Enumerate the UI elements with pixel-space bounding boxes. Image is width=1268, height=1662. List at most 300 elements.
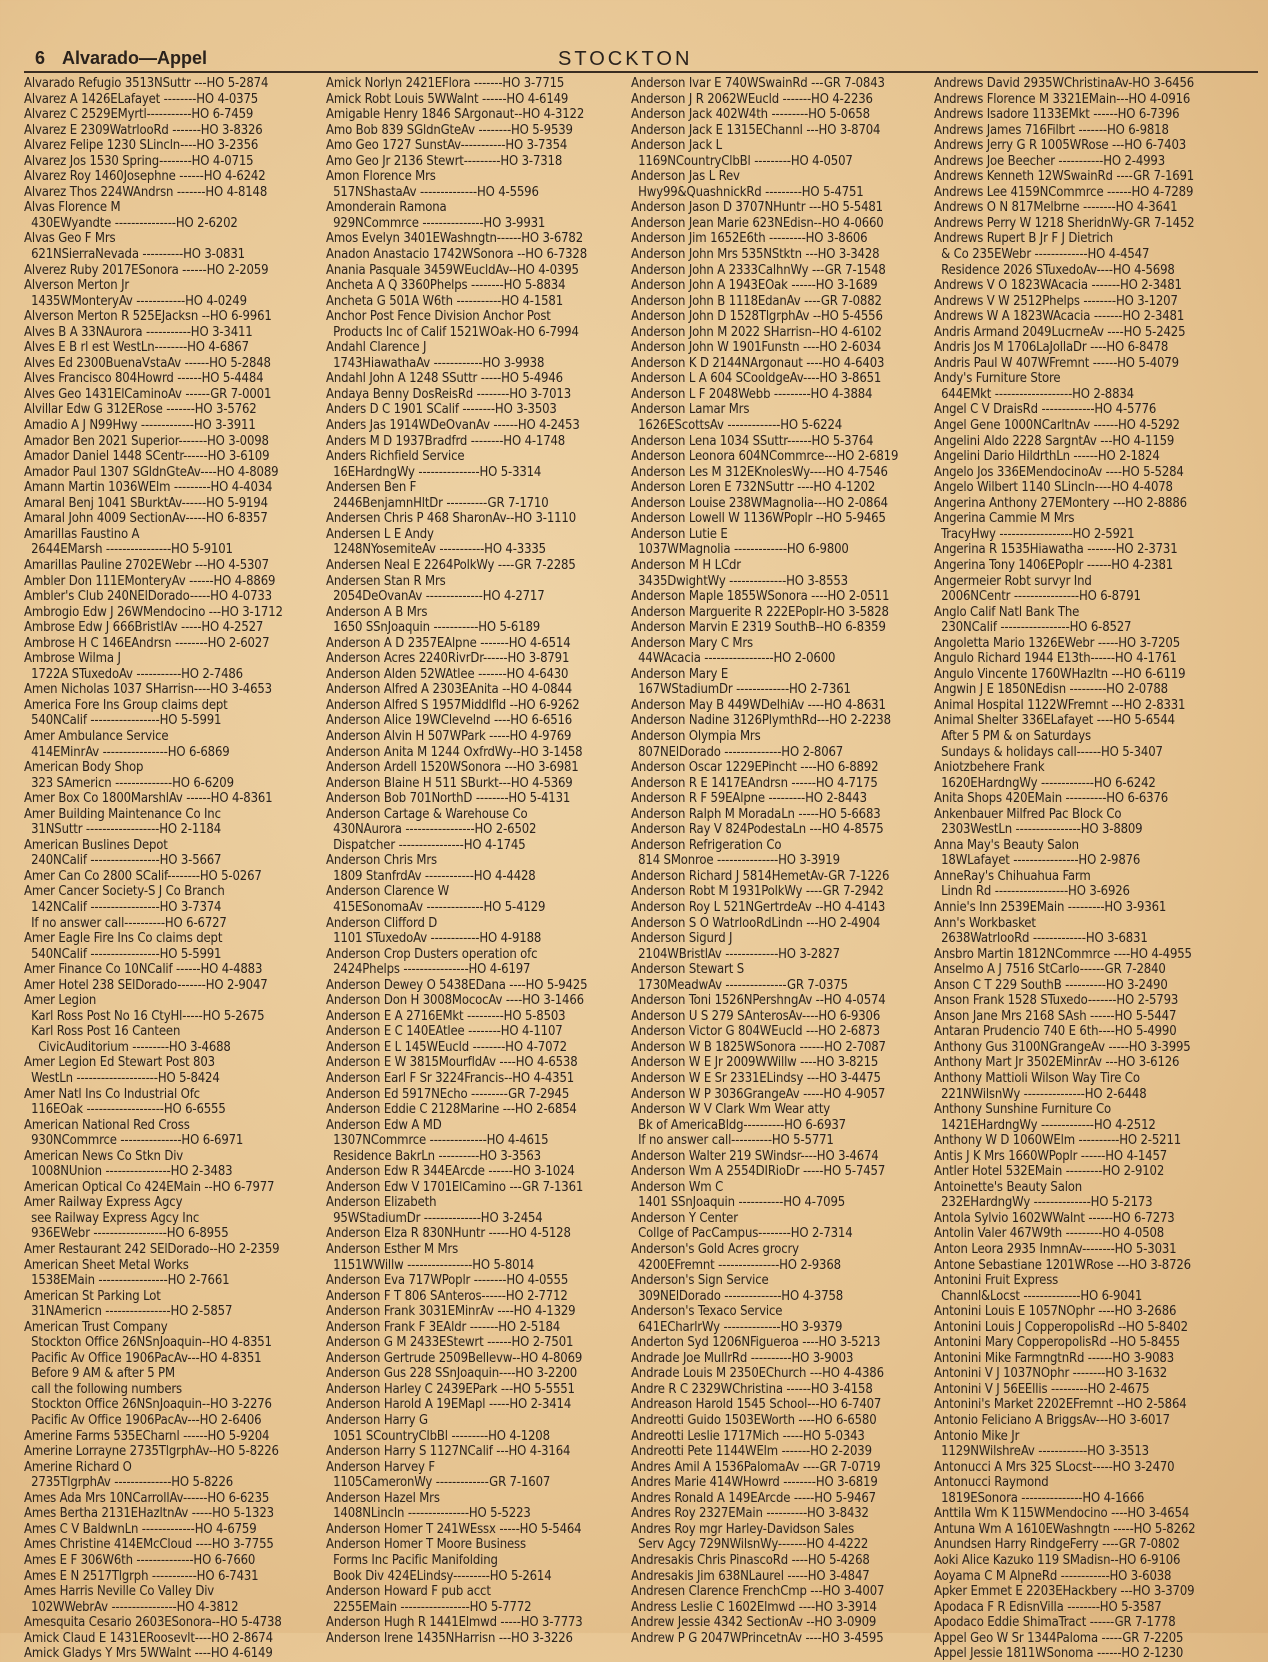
listing-line: 621NSierraNevada ----------HO 3-0831	[24, 247, 245, 263]
listing-line: Anderson Ralph M MoradaLn -----HO 5-6683	[631, 806, 881, 822]
directory-listings	[24, 76, 1264, 1662]
listing-line: Andrews David 2935WChristinaAv-HO 3-6456	[934, 76, 1195, 91]
listing-line: Andrews Lee 4159NCommrce ------HO 4-7289	[934, 184, 1194, 200]
listing-line: 44WAcacia -----------------HO 2-0600	[631, 651, 836, 667]
listing-line: Amer Can Co 2800 SCalif--------HO 5-0267	[24, 868, 262, 884]
listing-line: Anderson E C 140EAtlee --------HO 4-1107	[326, 1024, 563, 1040]
listing-line: Alverson Merton R 525EJacksn --HO 6-9961	[24, 309, 272, 325]
listing-line: American National Red Cross	[24, 1117, 190, 1133]
listing-line: 414EMinrAv ----------------HO 6-6869	[24, 744, 230, 760]
listing-line: After 5 PM & on Saturdays	[934, 728, 1091, 744]
listing-line: American Body Shop	[24, 760, 144, 776]
listing-line: Apker Emmet E 2203EHackbery ---HO 3-3709	[934, 1584, 1195, 1600]
listing-line: Andrade Joe MullrRd ----------HO 3-9003	[631, 1350, 854, 1366]
listing-line: Ambler's Club 240NElDorado-----HO 4-0733	[24, 589, 272, 605]
listing-line: Anderson Esther M Mrs	[326, 1242, 459, 1258]
listing-line: Anderson Elza R 830NHuntr -----HO 4-5128	[326, 1226, 571, 1242]
listing-line: Anderson Lena 1034 SSuttr------HO 5-3764	[631, 433, 874, 449]
listing-line: Anderton Syd 1206NFigueroa ----HO 3-5213	[631, 1335, 881, 1351]
listing-line: Andy's Furniture Store	[934, 371, 1061, 387]
listing-line: Angelo Wilbert 1140 SLincln----HO 4-4078	[934, 480, 1173, 496]
listing-line: Antoinette's Beauty Salon	[934, 1179, 1083, 1195]
listing-line: Amer Restaurant 242 SElDorado--HO 2-2359	[24, 1242, 280, 1258]
listing-line: Anderson Ivar E 740WSwainRd ---GR 7-0843	[631, 76, 885, 91]
listing-line: Anderson Mary C Mrs	[631, 635, 753, 651]
listing-line: Anderson John A 2333CalhnWy ---GR 7-1548	[631, 262, 886, 278]
listing-line: Amaral Benj 1041 SBurktAv------HO 5-9194	[24, 495, 268, 511]
listing-line: 430NAurora -----------------HO 2-6502	[326, 822, 537, 838]
listing-line: Anderson Irene 1435NHarrisn ---HO 3-3226	[326, 1630, 573, 1646]
listing-line: Ames E N 2517Tlgrph -----------HO 6-7431	[24, 1568, 259, 1584]
listing-line: Anthony W D 1060WElm ----------HO 2-5211	[934, 1133, 1182, 1149]
listing-line: Amaral John 4009 SectionAv-----HO 6-8357	[24, 511, 268, 527]
listing-line: Anderson Harry S 1127NCalif ---HO 4-3164	[326, 1444, 571, 1460]
listing-line: Amo Geo 1727 SunstAv-----------HO 3-7354	[326, 138, 568, 154]
listing-line: Anders Richfield Service	[326, 449, 465, 465]
listing-line: Antonucci Raymond	[934, 1475, 1049, 1491]
listing-line: Anderson Homer T 241WEssx -----HO 5-5464	[326, 1521, 582, 1537]
listing-line: Anderson Alice 19WClevelnd ----HO 6-6516	[326, 713, 573, 729]
listing-line: 18WLafayet ----------------HO 2-9876	[934, 853, 1141, 869]
listing-line: Appel Jessie 1811WSonoma ------HO 2-1230	[934, 1646, 1184, 1662]
listing-line: Anderson Alden 52WAtlee -------HO 4-6430	[326, 666, 569, 682]
listing-line: Anthony Gus 3100NGrangeAv -----HO 3-3995	[934, 1039, 1191, 1055]
listing-line: Anderson Alvin H 507WPark -----HO 4-9769	[326, 728, 572, 744]
listing-line: Anderson Harley C 2439EPark ---HO 5-5551	[326, 1381, 575, 1397]
listing-line: Angelini Dario HildrthLn ------HO 2-1824	[934, 449, 1160, 465]
listing-line: Alvarez A 1426ELafayet --------HO 4-0375	[24, 91, 259, 107]
listing-line: Alvarez E 2309WatrlooRd -------HO 3-8326	[24, 122, 263, 138]
listing-line: Andreotti Pete 1144WElm -------HO 2-2039	[631, 1444, 872, 1460]
listing-line: Alvas Geo F Mrs	[24, 231, 116, 247]
listing-line: Amos Evelyn 3401EWashngtn------HO 3-6782	[326, 231, 584, 247]
listing-line: Alvarez Jos 1530 Spring--------HO 4-0715	[24, 153, 254, 169]
listing-line: Stockton Office 26NSnJoaquin--HO 3-2276	[24, 1397, 272, 1413]
listing-line: 930NCommrce ---------------HO 6-6971	[24, 1133, 244, 1149]
listing-line: Andrews W A 1823WAcacia -------HO 2-3481	[934, 309, 1185, 325]
listing-line: Anderson Gertrude 2509Bellevw--HO 4-8069	[326, 1350, 583, 1366]
listing-line: Ames Ada Mrs 10NCarrollAv------HO 6-6235	[24, 1490, 270, 1506]
listing-line: Animal Hospital 1122WFremnt ---HO 2-8331	[934, 697, 1186, 713]
listing-line: Aniotzbehere Frank	[934, 760, 1045, 776]
listing-line: Amo Bob 839 SGldnGteAv --------HO 5-9539	[326, 122, 573, 138]
listing-line: Andrews V W 2512Phelps --------HO 3-1207	[934, 293, 1178, 309]
listing-line: Anderson Harvey F	[326, 1459, 435, 1475]
listing-line: Ames Harris Neville Co Valley Div	[24, 1584, 215, 1600]
listing-line: Forms Inc Pacific Manifolding	[326, 1552, 498, 1568]
listing-line: 3435DwightWy --------------HO 3-8553	[631, 573, 848, 589]
listing-line: Anderson Edw V 1701ElCamino ---GR 7-1361	[326, 1179, 584, 1195]
listing-line: Anderson E A 2716EMkt ---------HO 5-8503	[326, 1008, 566, 1024]
listing-line: Anderson Lamar Mrs	[631, 402, 750, 418]
listing-line: Anderson Crop Dusters operation ofc	[326, 946, 538, 962]
listing-line: Andahl John A 1248 SSuttr -----HO 5-4946	[326, 371, 563, 387]
listing-line: 1435WMonteryAv ------------HO 4-0249	[24, 293, 247, 309]
listing-line: 1129NWilshreAv ------------HO 3-3513	[934, 1444, 1149, 1460]
listing-line: Aoki Alice Kazuko 119 SMadisn--HO 6-9106	[934, 1552, 1181, 1568]
listing-line: Anderson A B Mrs	[326, 604, 428, 620]
listing-line: Karl Ross Post No 16 CtyHl-----HO 5-2675	[24, 1008, 265, 1024]
listing-line: Alvarado Refugio 3513NSuttr ---HO 5-2874	[24, 76, 269, 91]
listing-line: Amick Robt Louis 5WWalnt ------HO 4-6149	[326, 91, 569, 107]
listing-line: 644EMkt -------------------HO 2-8834	[934, 386, 1134, 402]
listing-line: Anderson Ardell 1520WSonora ---HO 3-6981	[326, 760, 579, 776]
listing-line: Antonini Louis J CopperopolisRd --HO 5-8402	[934, 1319, 1188, 1335]
listing-line: 814 SMonroe ---------------HO 3-3919	[631, 853, 840, 869]
listing-line: Angwin J E 1850NEdisn ---------HO 2-0788	[934, 682, 1168, 698]
listing-line: Anderson Louise 238WMagnolia---HO 2-0864	[631, 495, 888, 511]
listing-line: Antonio Mike Jr	[934, 1428, 1020, 1444]
listing-line: Amann Martin 1036WElm ---------HO 4-4034	[24, 480, 273, 496]
listing-line: Dispatcher ----------------HO 4-1745	[326, 837, 526, 853]
listing-line: Ancheta A Q 3360Phelps --------HO 5-8834	[326, 278, 566, 294]
listing-line: American Trust Company	[24, 1319, 168, 1335]
listing-line: Andres Roy mgr Harley-Davidson Sales	[631, 1521, 855, 1537]
listing-line: Angelini Aldo 2228 SargntAv ---HO 4-1159	[934, 433, 1175, 449]
listing-line: Anderson Ray V 824PodestaLn ---HO 4-8575	[631, 822, 884, 838]
listing-line: Antler Hotel 532EMain ---------HO 2-9102	[934, 1164, 1165, 1180]
listing-line: Anderson's Gold Acres grocry	[631, 1242, 799, 1258]
page-number: 6	[35, 48, 46, 68]
listing-line: 1722A STuxedoAv -----------HO 2-7486	[24, 666, 243, 682]
listing-line: Ames E F 306W6th --------------HO 6-7660	[24, 1552, 256, 1568]
listing-line: Anchor Post Fence Division Anchor Post	[326, 309, 551, 325]
listing-line: Andrews James 716Filbrt -------HO 6-9818	[934, 122, 1169, 138]
listing-line: Andersen Chris P 468 SharonAv--HO 3-1110	[326, 511, 576, 527]
listing-line: American Sheet Metal Works	[24, 1257, 189, 1273]
listing-line: Anderson Jack 402W4th ---------HO 5-0658	[631, 107, 870, 123]
listing-line: Anderson Alfred S 1957Middlfld --HO 6-9262	[326, 697, 580, 713]
listing-line: 430EWyandte ---------------HO 2-6202	[24, 215, 238, 231]
listing-line: 230NCalif -----------------HO 6-8527	[934, 620, 1132, 636]
listing-line: Anderson W E Jr 2009WWillw ----HO 3-8215	[631, 1055, 879, 1071]
listing-line: Anderson Nadine 3126PlymthRd---HO 2-2238	[631, 713, 891, 729]
listing-line: Andersen Ben F	[326, 480, 417, 496]
listing-line: 232EHardngWy --------------HO 5-2173	[934, 1195, 1153, 1211]
listing-line: Anderson Walter 219 SWindsr----HO 3-4674	[631, 1148, 879, 1164]
listing-line: Anderson Blaine H 511 SBurkt---HO 4-5369	[326, 775, 573, 791]
listing-line: Anderson E L 145WEucld --------HO 4-7072	[326, 1039, 567, 1055]
listing-line: WestLn --------------------HO 5-8424	[24, 1071, 220, 1086]
listing-line: 2255EMain -----------------HO 5-7772	[326, 1599, 532, 1615]
listing-line: Anderson Toni 1526NPershngAv --HO 4-0574	[631, 993, 886, 1009]
listing-line: Antonini Mary CopperopolisRd --HO 5-8455	[934, 1335, 1180, 1351]
listing-line: Anderson Lutie E	[631, 526, 728, 542]
listing-line: Anderson L A 604 SCooldgeAv----HO 3-8651	[631, 371, 882, 387]
listing-line: Amick Gladys Y Mrs 5WWalnt ----HO 4-6149	[24, 1646, 273, 1662]
listing-line: Antonini Louis E 1057NOphr ----HO 3-2686	[934, 1304, 1177, 1320]
listing-line: 102WWebrAv ----------------HO 4-3812	[24, 1599, 239, 1615]
listing-line: Anderson Wm C	[631, 1179, 724, 1195]
listing-line: 1248NYosemiteAv -----------HO 4-3335	[326, 542, 546, 558]
listing-line: Amen Nicholas 1037 SHarrisn----HO 3-4653	[24, 682, 272, 698]
listing-line: Channl&Locst --------------HO 6-9041	[934, 1288, 1143, 1304]
listing-line: Andrews Kenneth 12WSwainRd ----GR 7-1691	[934, 169, 1195, 185]
listing-line: 1307NCommrce --------------HO 4-4615	[326, 1133, 549, 1149]
listing-line: Andreotti Leslie 1717Mich -----HO 5-0343	[631, 1428, 865, 1444]
listing-line: Anderson John D 1528TlgrphAv --HO 5-4556	[631, 309, 883, 325]
listing-line: see Railway Express Agcy Inc	[24, 1210, 200, 1226]
listing-line: 2006NCentr ----------------HO 6-8791	[934, 589, 1141, 605]
listing-line: 641ECharlrWy --------------HO 3-9379	[631, 1319, 843, 1335]
listing-line: 807NElDorado --------------HO 2-8067	[631, 744, 844, 760]
listing-line: Angulo Vincente 1760WHazltn ---HO 6-6119	[934, 666, 1186, 682]
listing-line: Anderson Refrigeration Co	[631, 837, 782, 853]
listing-line: Amigable Henry 1846 SArgonaut--HO 4-3122	[326, 107, 585, 123]
listing-line: Anderson W B 1825WSonora ------HO 2-7087	[631, 1039, 886, 1055]
listing-line: Anderson S O WatrlooRdLindn ---HO 2-4904	[631, 915, 881, 931]
listing-line: Andres Roy 2327EMain ----------HO 3-8432	[631, 1506, 869, 1522]
listing-line: Alvarez Thos 224WAndrsn -------HO 4-8148	[24, 184, 268, 200]
listing-line: Ambler Don 111EMonteryAv ------HO 4-8869	[24, 573, 276, 589]
listing-line: Anderson Bob 701NorthD --------HO 5-4131	[326, 791, 571, 807]
listing-line: Anderson Gus 228 SSnJoaquin----HO 3-2200	[326, 1366, 578, 1382]
listing-line: Anson C T 229 SouthB ----------HO 3-2490	[934, 977, 1168, 993]
listing-line: 1743HiawathaAv ------------HO 3-9938	[326, 355, 545, 371]
listing-line: Bk of AmericaBldg----------HO 6-6937	[631, 1117, 846, 1133]
listing-line: Anderson John W 1901Funstn ----HO 2-6034	[631, 340, 882, 356]
listing-line: Antaran Prudencio 740 E 6th----HO 5-4990	[934, 1024, 1177, 1040]
listing-line: Andrews Jerry G R 1005WRose ---HO 6-7403	[934, 138, 1187, 154]
listing-line: Amador Daniel 1448 SCentr------HO 3-6109	[24, 449, 270, 465]
directory-column-1	[24, 76, 324, 1662]
listing-line: Anton Leora 2935 InmnAv--------HO 5-3031	[934, 1242, 1177, 1258]
listing-line: Angerina Tony 1406EPoplr ------HO 4-2381	[934, 557, 1174, 573]
listing-line: Anglo Calif Natl Bank The	[934, 604, 1080, 620]
listing-line: Anderson Edw R 344EArcde ------HO 3-1024	[326, 1164, 575, 1180]
listing-line: Angerina Cammie M Mrs	[934, 511, 1075, 527]
listing-line: Andrew Jessie 4342 SectionAv --HO 3-0909	[631, 1615, 877, 1631]
listing-line: Andaya Benny DosReisRd --------HO 3-7013	[326, 386, 571, 402]
listing-line: Anderson Eva 717WPoplr --------HO 4-0555	[326, 1273, 569, 1289]
listing-line: Alverez Ruby 2017ESonora ------HO 2-2059	[24, 262, 269, 278]
listing-line: Andrade Louis M 2350EChurch ---HO 4-4386	[631, 1366, 884, 1382]
listing-line: 2054DeOvanAv --------------HO 4-2717	[326, 589, 545, 605]
listing-line: Anderson Maple 1855WSonora ----HO 2-0511	[631, 589, 890, 605]
listing-line: Anderson John Mrs 535NStktn ---HO 3-3428	[631, 247, 880, 263]
listing-line: Anderson Homer T Moore Business	[326, 1537, 526, 1553]
listing-line: Anita Shops 420EMain ----------HO 6-6376	[934, 791, 1169, 807]
listing-line: 1809 StanfrdAv ------------HO 4-4428	[326, 868, 536, 884]
listing-line: Anderson R E 1417EAndrsn ------HO 4-7175	[631, 775, 878, 791]
listing-line: Ambrose Wilma J	[24, 651, 121, 667]
listing-line: 142NCalif -----------------HO 3-7374	[24, 899, 222, 915]
listing-line: 309NElDorado --------------HO 4-3758	[631, 1288, 844, 1304]
listing-line: Anania Pasquale 3459WEucldAv--HO 4-0395	[326, 262, 579, 278]
listing-line: 1819ESonora ---------------HO 4-1666	[934, 1490, 1145, 1506]
listing-line: Ambrose Edw J 666BristlAv -----HO 4-2527	[24, 620, 264, 636]
listing-line: Anderson John M 2022 SHarrisn--HO 4-6102	[631, 324, 882, 340]
listing-line: Anderson Clarence W	[326, 884, 449, 900]
listing-line: Andris Armand 2049LucrneAv ----HO 5-2425	[934, 324, 1186, 340]
listing-line: Anderson W V Clark Wm Wear atty	[631, 1102, 831, 1118]
listing-line: Ankenbauer Milfred Pac Block Co	[934, 806, 1122, 822]
listing-line: Anders M D 1937Bradfrd --------HO 4-1748	[326, 433, 566, 449]
listing-line: Amo Geo Jr 2136 Stewrt---------HO 3-7318	[326, 153, 563, 169]
listing-line: American Optical Co 424EMain --HO 6-7977	[24, 1179, 275, 1195]
listing-line: 240NCalif -----------------HO 3-5667	[24, 853, 222, 869]
listing-line: Angerina Anthony 27EMontery ---HO 2-8886	[934, 495, 1187, 511]
directory-column-4	[934, 76, 1264, 1662]
listing-line: 1401 SSnJoaquin -----------HO 4-7095	[631, 1195, 846, 1211]
listing-line: Anderson May B 449WDelhiAv ----HO 4-8631	[631, 697, 886, 713]
listing-line: Pacific Av Office 1906PacAv---HO 4-8351	[24, 1350, 262, 1366]
listing-line: Alves B A 33NAurora -----------HO 3-3411	[24, 324, 253, 340]
listing-line: Anderson Sigurd J	[631, 931, 733, 947]
listing-line: 167WStadiumDr -------------HO 2-7361	[631, 682, 851, 698]
listing-line: Anderson Stewart S	[631, 962, 744, 978]
guide-words: Alvarado—Appel	[62, 48, 208, 68]
listing-line: & Co 235EWebr -------------HO 4-4547	[934, 247, 1150, 263]
listing-line: Anselmo A J 7516 StCarlo------GR 7-2840	[934, 962, 1166, 978]
listing-line: 1650 SSnJoaquin -----------HO 5-6189	[326, 620, 541, 636]
listing-line: Amick Norlyn 2421EFlora -------HO 3-7715	[326, 76, 565, 91]
listing-line: Anderson Frank 3031EMinrAv ----HO 4-1329	[326, 1304, 576, 1320]
listing-line: 1105CameronWy -------------GR 7-1607	[326, 1475, 551, 1491]
listing-line: Before 9 AM & after 5 PM	[24, 1366, 175, 1382]
listing-line: Anderson Leonora 604NCommrce---HO 2-6819	[631, 449, 899, 465]
listing-line: Antonucci A Mrs 325 SLocst-----HO 3-2470	[934, 1459, 1175, 1475]
listing-line: Antonini V J 1037NOphr --------HO 3-1632	[934, 1366, 1168, 1382]
listing-line: 1051 SCountryClbBl ---------HO 4-1208	[326, 1428, 550, 1444]
listing-line: Anderson Robt M 1931PolkWy ----GR 7-2942	[631, 884, 884, 900]
listing-line: Alvarez Felipe 1230 SLincln----HO 3-2356	[24, 138, 259, 154]
listing-line: 4200EFremnt ---------------HO 2-9368	[631, 1257, 841, 1273]
listing-line: Ann's Workbasket	[934, 915, 1036, 931]
listing-line: If no answer call----------HO 5-5771	[631, 1133, 834, 1149]
page-header	[0, 0, 1268, 70]
listing-line: Angerina R 1535Hiawatha -------HO 2-3731	[934, 542, 1178, 558]
listing-line: Anderson Don H 3008MococAv ----HO 3-1466	[326, 993, 584, 1009]
listing-line: Andrews Perry W 1218 SheridnWy-GR 7-1452	[934, 215, 1195, 231]
listing-line: Apodaco Eddie ShimaTract ------GR 7-1778	[934, 1615, 1176, 1631]
listing-line: Amer Box Co 1800MarshlAv ------HO 4-8361	[24, 791, 273, 807]
listing-line: Amer Hotel 238 SElDorado-------HO 2-9047	[24, 977, 268, 993]
listing-line: Amesquita Cesario 2603ESonora--HO 5-4738	[24, 1615, 282, 1631]
listing-line: American Buslines Depot	[24, 837, 168, 853]
listing-line: Anderson Cartage & Warehouse Co	[326, 806, 528, 822]
listing-line: Angoletta Mario 1326EWebr -----HO 3-7205	[934, 635, 1181, 651]
listing-line: Andrews V O 1823WAcacia -------HO 2-3481	[934, 278, 1182, 294]
listing-line: Anderson Jas L Rev	[631, 169, 740, 185]
listing-line: Amer Legion Ed Stewart Post 803	[24, 1055, 215, 1071]
listing-line: Amer Railway Express Agcy	[24, 1195, 183, 1211]
listing-line: 1730MeadwAv ---------------GR 7-0375	[631, 977, 848, 993]
listing-line: Andris Jos M 1706LaJollaDr ----HO 6-8478	[934, 340, 1169, 356]
directory-column-2	[326, 76, 628, 1646]
listing-line: Amick Claud E 1431ERoosevlt----HO 2-8674	[24, 1630, 273, 1646]
listing-line: Andrews Florence M 3321EMain---HO 4-0916	[934, 91, 1191, 107]
listing-line: 31NAmericn ----------------HO 2-5857	[24, 1304, 233, 1320]
city-title: STOCKTON	[558, 48, 693, 70]
listing-line: Anderson M H LCdr	[631, 557, 741, 573]
listing-line: Anderson R F 59EAlpne ---------HO 2-8443	[631, 791, 867, 807]
listing-line: Animal Shelter 336ELafayet ----HO 5-6544	[934, 713, 1175, 729]
listing-line: Andris Paul W 407WFremnt ------HO 5-4079	[934, 355, 1179, 371]
listing-line: Anderson Harold A 19EMapl -----HO 2-3414	[326, 1397, 572, 1413]
listing-line: Amer Building Maintenance Co Inc	[24, 806, 221, 822]
listing-line: 1421EHardngWy -------------HO 4-2512	[934, 1117, 1156, 1133]
listing-line: 116EOak -------------------HO 6-6555	[24, 1102, 226, 1118]
listing-line: Aoyama C M AlpneRd ------------HO 3-6038	[934, 1568, 1172, 1584]
listing-line: American St Parking Lot	[24, 1288, 161, 1304]
listing-line: 415ESonomaAv --------------HO 5-4129	[326, 899, 546, 915]
listing-line: Anderson Acres 2240RivrDr------HO 3-8791	[326, 651, 570, 667]
listing-line: Anderson K D 2144NArgonaut ----HO 4-6403	[631, 355, 885, 371]
listing-line: 1538EMain -----------------HO 2-7661	[24, 1273, 230, 1289]
listing-line: Ambrogio Edw J 26WMendocino ---HO 3-1712	[24, 604, 283, 620]
listing-line: Anson Jane Mrs 2168 SAsh ------HO 5-5447	[934, 1008, 1177, 1024]
listing-line: Amadio A J N99Hwy -------------HO 3-3911	[24, 418, 256, 434]
listing-line: Anderson Jack L	[631, 138, 723, 154]
listing-line: American News Co Stkn Div	[24, 1148, 184, 1164]
listing-line: 1408NLincln ---------------HO 5-5223	[326, 1506, 531, 1522]
listing-line: Karl Ross Post 16 Canteen	[24, 1024, 181, 1040]
listing-line: Anderson G M 2433EStewrt ------HO 2-7501	[326, 1335, 574, 1351]
listing-line: Anderson Clifford D	[326, 915, 438, 931]
listing-line: Andress Leslie C 1602Elmwd ----HO 3-3914	[631, 1599, 877, 1615]
listing-line: 323 SAmericn --------------HO 6-6209	[24, 775, 234, 791]
listing-line: 1151WWillw ----------------HO 5-8014	[326, 1257, 535, 1273]
listing-line: Anderson Jim 1652E6th ---------HO 3-8606	[631, 231, 868, 247]
listing-line: Amarillas Faustino A	[24, 526, 140, 542]
listing-line: Antonio Feliciano A BriggsAv---HO 3-6017	[934, 1413, 1170, 1429]
listing-line: 1037WMagnolia -------------HO 6-9800	[631, 542, 849, 558]
listing-line: Alvarez C 2529EMyrtl-----------HO 6-7459	[24, 107, 254, 123]
listing-line: Antolin Valer 467W9th ---------HO 4-0508	[934, 1226, 1165, 1242]
listing-line: Andresakis Jim 638NLaurel -----HO 3-4847	[631, 1568, 870, 1584]
listing-line: Antone Sebastiane 1201WRose ---HO 3-8726	[934, 1257, 1191, 1273]
listing-line: Apodaca F R EdisnVilla --------HO 5-3587	[934, 1599, 1162, 1615]
listing-line: Amarillas Pauline 2702EWebr ---HO 4-5307	[24, 557, 269, 573]
listing-line: Alves E B rl est WestLn--------HO 4-6867	[24, 340, 249, 356]
listing-line: TracyHwy ------------------HO 2-5921	[934, 526, 1135, 542]
listing-line: Andersen L E Andy	[326, 526, 434, 542]
listing-line: 2644EMarsh ----------------HO 5-9101	[24, 542, 233, 558]
listing-line: Anderson Richard J 5814HemetAv-GR 7-1226	[631, 868, 890, 884]
listing-line: Sundays & holidays call------HO 5-3407	[934, 744, 1163, 760]
listing-line: America Fore Ins Group claims dept	[24, 697, 228, 713]
listing-line: Anderson's Sign Service	[631, 1273, 769, 1289]
listing-line: Antis J K Mrs 1660WPoplr ------HO 4-1457	[934, 1148, 1168, 1164]
listing-line: Alvillar Edw G 312ERose -------HO 3-5762	[24, 402, 257, 418]
listing-line: Anderson Mary E	[631, 666, 729, 682]
listing-line: Ames C V BaldwnLn -------------HO 4-6759	[24, 1521, 257, 1537]
listing-line: Anderson Oscar 1229EPincht ----HO 6-8892	[631, 760, 879, 776]
listing-line: Anderson Hazel Mrs	[326, 1490, 440, 1506]
listing-line: 2104WBristlAv -------------HO 3-2827	[631, 946, 840, 962]
listing-line: Anderson E W 3815MourfldAv ----HO 4-6538	[326, 1055, 578, 1071]
listing-line: Collge of PacCampus--------HO 2-7314	[631, 1226, 853, 1242]
listing-line: Anderson Chris Mrs	[326, 853, 437, 869]
listing-line: Andres Amil A 1536PalomaAv ----GR 7-0719	[631, 1459, 881, 1475]
listing-line: Andresakis Chris PinascoRd ----HO 5-4268	[631, 1552, 870, 1568]
listing-line: Antonini's Market 2202EFremnt --HO 2-5864	[934, 1397, 1187, 1413]
listing-line: Angel C V DraisRd -------------HO 4-5776	[934, 402, 1157, 418]
listing-line: Amador Ben 2021 Superior-------HO 3-0098	[24, 433, 269, 449]
listing-line: Anderson Jack E 1315EChannl ---HO 3-8704	[631, 122, 881, 138]
listing-line: Anderson Roy L 521NGertrdeAv --HO 4-4143	[631, 899, 886, 915]
listing-line: Ancheta G 501A W6th -----------HO 4-1581	[326, 293, 564, 309]
listing-line: Anundsen Harry RindgeFerry ----GR 7-0802	[934, 1537, 1180, 1553]
listing-line: If no answer call----------HO 6-6727	[24, 915, 227, 931]
listing-line: 936EWebr ------------------HO 6-8955	[24, 1226, 229, 1242]
listing-line: Anderson Wm A 2554DIRioDr -----HO 5-7457	[631, 1164, 886, 1180]
listing-line: Anderson Olympia Mrs	[631, 728, 761, 744]
listing-line: Ames Christine 414EMcCloud ----HO 3-7755	[24, 1537, 274, 1553]
listing-line: Anderson A D 2357EAlpne -------HO 4-6514	[326, 635, 571, 651]
listing-line: Andrews O N 817Melbrne --------HO 4-3641	[934, 200, 1178, 216]
